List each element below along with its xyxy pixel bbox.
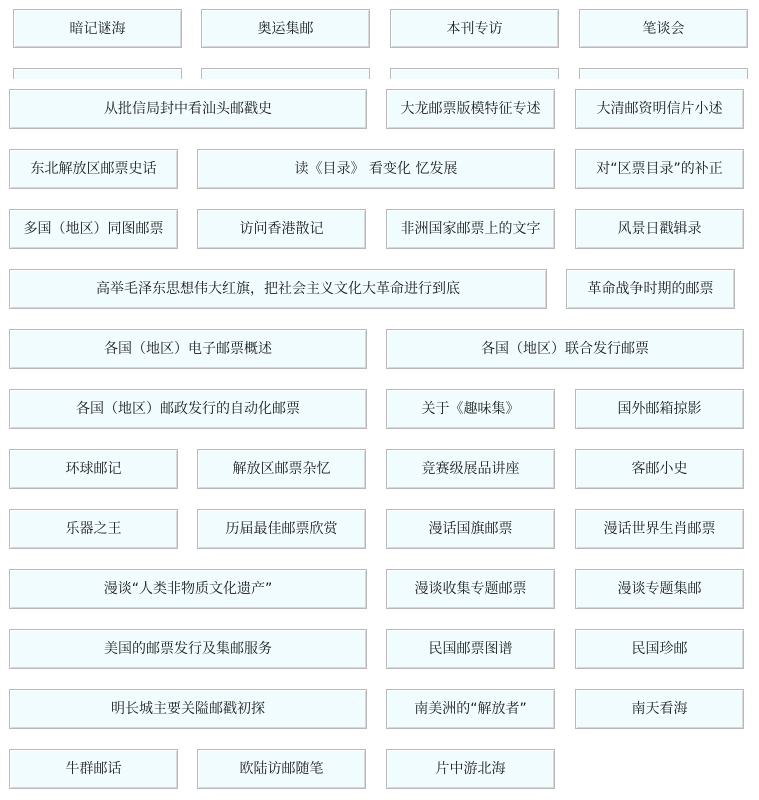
topic-button[interactable]: 漫话国旗邮票 — [386, 509, 555, 549]
topic-button[interactable]: 笔谈会 — [579, 9, 748, 48]
topic-button[interactable]: 读《目录》 看变化 忆发展 — [197, 149, 555, 189]
topic-button[interactable]: 非洲国家邮票上的文字 — [386, 209, 555, 249]
topic-button[interactable]: 漫谈“人类非物质文化遗产” — [9, 569, 367, 609]
topic-button[interactable]: 奥运集邮 — [201, 9, 370, 48]
topic-button[interactable]: 风景日戳辑录 — [575, 209, 744, 249]
topic-button[interactable]: 东北解放区邮票史话 — [9, 149, 178, 189]
topic-button[interactable]: 本刊专访 — [390, 9, 559, 48]
topic-button[interactable]: 访问香港散记 — [197, 209, 366, 249]
topic-button[interactable]: 关于《趣味集》 — [386, 389, 555, 429]
topic-button[interactable]: 欧陆访邮随笔 — [197, 749, 366, 789]
topic-button[interactable]: 大龙邮票版模特征专述 — [386, 89, 555, 129]
topic-button[interactable]: 暗记谜海 — [13, 9, 182, 48]
topic-button[interactable]: 民国邮票图谱 — [386, 629, 555, 669]
topic-button[interactable]: 南天看海 — [575, 689, 744, 729]
topic-button[interactable]: 漫谈收集专题邮票 — [386, 569, 555, 609]
topic-button[interactable]: 片中游北海 — [386, 749, 555, 789]
topic-button[interactable]: 乐器之王 — [9, 509, 178, 549]
topic-button[interactable]: 明长城主要关隘邮戳初探 — [9, 689, 367, 729]
topic-button[interactable]: 漫话世界生肖邮票 — [575, 509, 744, 549]
topic-button[interactable]: 各国（地区）邮政发行的自动化邮票 — [9, 389, 367, 429]
topic-button[interactable]: 牛群邮话 — [9, 749, 178, 789]
topic-button[interactable]: 民国珍邮 — [575, 629, 744, 669]
topic-button[interactable]: 漫谈专题集邮 — [575, 569, 744, 609]
topic-button[interactable]: 各国（地区）电子邮票概述 — [9, 329, 367, 369]
topic-button[interactable]: 高举毛泽东思想伟大红旗，把社会主义文化大革命进行到底 — [9, 269, 547, 309]
topic-button[interactable]: 各国（地区）联合发行邮票 — [386, 329, 744, 369]
topic-button[interactable]: 客邮小史 — [575, 449, 744, 489]
topic-button[interactable]: 解放区邮票杂忆 — [197, 449, 366, 489]
topic-button[interactable]: 多国（地区）同图邮票 — [9, 209, 178, 249]
topic-button[interactable]: 革命战争时期的邮票 — [566, 269, 735, 309]
topic-button[interactable]: 历届最佳邮票欣赏 — [197, 509, 366, 549]
topic-button[interactable]: 美国的邮票发行及集邮服务 — [9, 629, 367, 669]
topic-button[interactable]: 竞赛级展品讲座 — [386, 449, 555, 489]
topic-button[interactable]: 南美洲的“解放者” — [386, 689, 555, 729]
topic-button[interactable]: 大清邮资明信片小述 — [575, 89, 744, 129]
topic-button[interactable]: 国外邮箱掠影 — [575, 389, 744, 429]
topic-button[interactable]: 从批信局封中看汕头邮戳史 — [9, 89, 367, 129]
topic-button[interactable]: 对“区票目录”的补正 — [575, 149, 744, 189]
section-divider — [0, 79, 759, 83]
topic-button[interactable]: 环球邮记 — [9, 449, 178, 489]
